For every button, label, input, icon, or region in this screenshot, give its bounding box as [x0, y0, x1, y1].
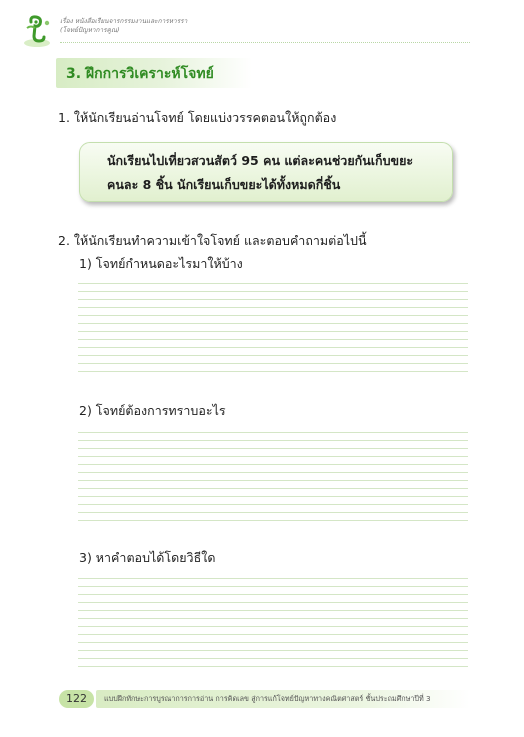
- answer-line: [78, 619, 468, 627]
- sub-question-2: 2) โจทย์ต้องการทราบอะไร: [79, 403, 226, 418]
- header-title: [60, 17, 260, 35]
- answer-line: [78, 587, 468, 595]
- section-heading: 3. ฝึกการวิเคราะห์โจทย์: [66, 66, 214, 82]
- answer-lines-1[interactable]: [78, 276, 468, 372]
- answer-line: [78, 300, 468, 308]
- answer-line: [78, 449, 468, 457]
- answer-line: [78, 433, 468, 441]
- answer-line: [78, 611, 468, 619]
- answer-lines-2[interactable]: [78, 425, 468, 521]
- answer-line: [78, 595, 468, 603]
- sub-question-1: 1) โจทย์กำหนดอะไรมาให้บ้าง: [79, 256, 243, 271]
- answer-line: [78, 627, 468, 635]
- question-2: 2. ให้นักเรียนทำความเข้าใจโจทย์ และตอบคำถามต่อไปนี้: [58, 233, 367, 248]
- answer-line: [78, 332, 468, 340]
- answer-line: [78, 292, 468, 300]
- problem-line-1: นักเรียนไปเที่ยวสวนสัตว์ 95 คน แต่ละคนช่วยกันเก็บขยะ: [107, 153, 414, 168]
- answer-line: [78, 324, 468, 332]
- sub-question-3: 3) หาคำตอบได้โดยวิธีใด: [79, 550, 216, 565]
- page-number: 122: [59, 690, 94, 708]
- answer-line: [78, 635, 468, 643]
- answer-line: [78, 348, 468, 356]
- answer-line: [78, 457, 468, 465]
- answer-line: [78, 316, 468, 324]
- answer-line: [78, 513, 468, 521]
- answer-line: [78, 276, 468, 284]
- answer-line: [78, 571, 468, 579]
- answer-line: [78, 465, 468, 473]
- answer-line: [78, 308, 468, 316]
- question-1: 1. ให้นักเรียนอ่านโจทย์ โดยแบ่งวรรคตอนให้ถูกต้อง: [58, 110, 337, 125]
- answer-line: [78, 603, 468, 611]
- answer-line: [78, 579, 468, 587]
- mascot-logo-icon: [22, 14, 52, 48]
- footer-book-title: แบบฝึกทักษะการบูรณาการการอ่าน การคิดเลข สู่การแก้โจทย์ปัญหาทางคณิตศาสตร์ ชั้นประถมศึกษาปีที่ 3: [104, 694, 431, 703]
- answer-line: [78, 505, 468, 513]
- problem-line-2: คนละ 8 ชิ้น นักเรียนเก็บขยะได้ทั้งหมดกี่ชิ้น: [107, 177, 341, 192]
- answer-lines-3[interactable]: [78, 571, 468, 667]
- answer-line: [78, 481, 468, 489]
- answer-line: [78, 659, 468, 667]
- answer-line: [78, 364, 468, 372]
- answer-line: [78, 497, 468, 505]
- answer-line: [78, 651, 468, 659]
- answer-line: [78, 284, 468, 292]
- answer-line: [78, 643, 468, 651]
- answer-line: [78, 340, 468, 348]
- header-divider: [60, 42, 470, 43]
- answer-line: [78, 425, 468, 433]
- answer-line: [78, 441, 468, 449]
- answer-line: [78, 356, 468, 364]
- answer-line: [78, 473, 468, 481]
- answer-line: [78, 489, 468, 497]
- header-title-line1: เรื่อง หนังสือเรียนจารกรรมงานและการหารรา: [60, 17, 188, 25]
- header-title-line2: (โจทย์ปัญหาการคูณ): [60, 26, 120, 34]
